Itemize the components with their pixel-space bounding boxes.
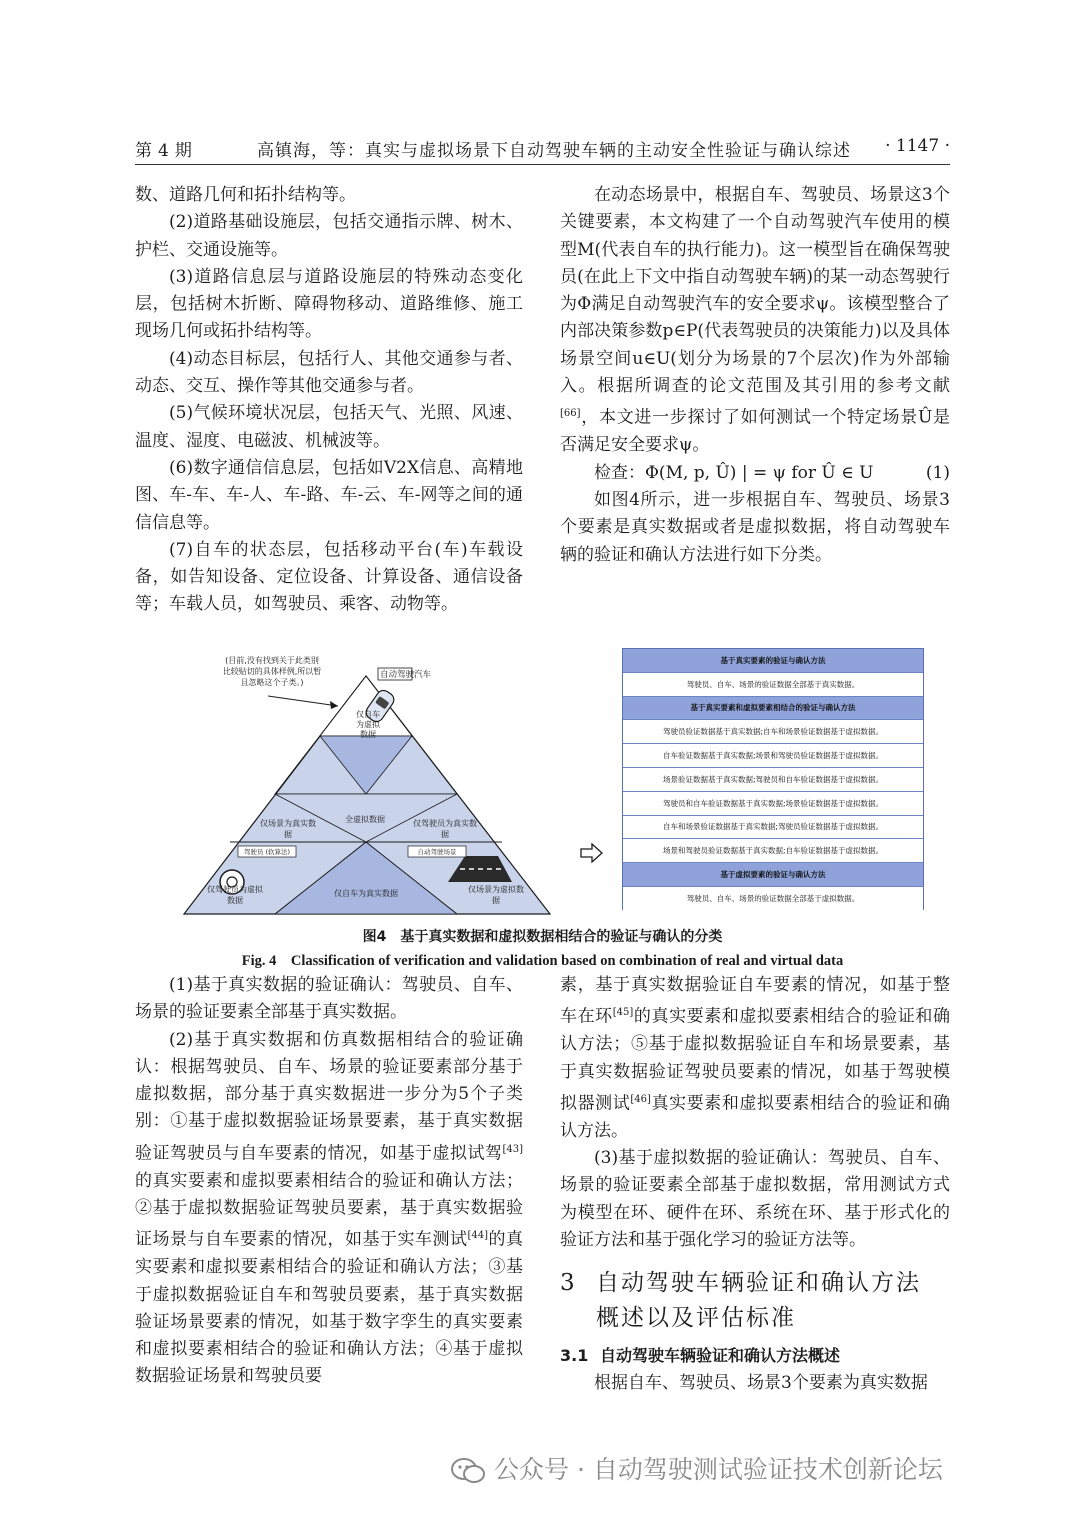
- table-row: 驾驶员、自车、场景的验证数据全部基于真实数据。: [623, 673, 923, 697]
- page-number: · 1147 ·: [885, 136, 950, 156]
- table-row: 驾驶员验证数据基于真实数据;自车和场景验证数据基于虚拟数据。: [623, 720, 923, 744]
- table-row: 驾驶员、自车、场景的验证数据全部基于虚拟数据。: [623, 887, 923, 910]
- label-bot-right: 仅场景为虚拟数据: [468, 885, 524, 905]
- paragraph: (4)动态目标层，包括行人、其他交通参与者、动态、交互、操作等其他交通参与者。: [135, 348, 523, 397]
- table-row: 自车验证数据基于真实数据;场景和驾驶员验证数据基于虚拟数据。: [623, 744, 923, 768]
- right-arrow-icon: [580, 843, 604, 863]
- citation: [66]: [560, 408, 581, 420]
- label-mid-center: 全虚拟数据: [345, 815, 385, 824]
- paragraph: (3)基于虚拟数据的验证确认：驾驶员、自车、场景的验证要素全部基于虚拟数据，常用测试方式为模型在环、硬件在环、系统在环、基于形式化的验证方法和基于强化学习的验证方法等。: [560, 1148, 950, 1250]
- table-header-row: 基于真实要素和虚拟要素相结合的验证与确认方法: [623, 697, 923, 721]
- label-bot-left: 仅驾驶员为虚拟数据: [207, 885, 263, 905]
- watermark: [450, 1450, 1050, 1486]
- paragraph: 数、道路几何和拓扑结构等。: [135, 185, 356, 205]
- header-rule: [135, 164, 950, 165]
- top-label: 自动驾驶汽车: [380, 670, 432, 680]
- left-column-top: [135, 182, 523, 619]
- label-mid-right: 仅驾驶员为真实数据: [413, 819, 477, 839]
- table-header-row: 基于虚拟要素的验证与确认方法: [623, 863, 923, 887]
- right-column-top: [560, 182, 950, 569]
- citation: [45]: [612, 1007, 634, 1019]
- right-column-bottom: [560, 972, 950, 1397]
- wechat-icon: [450, 1457, 486, 1485]
- citation: [46]: [630, 1093, 651, 1105]
- table-row: 场景验证数据基于真实数据;驾驶员和自车验证数据基于虚拟数据。: [623, 768, 923, 792]
- issue-number: 第4期: [135, 141, 198, 161]
- section-title-line2: 概述以及评估标准: [596, 1305, 796, 1332]
- equation-1: [560, 460, 950, 487]
- table-row: 自车和场景验证数据基于真实数据;驾驶员验证数据基于虚拟数据。: [623, 816, 923, 840]
- paragraph: 在动态场景中，根据自车、驾驶员、场景这3个关键要素，本文构建了一个自动驾驶汽车使用的模型M(代表自车的执行能力)。这一模型旨在确保驾驶员(在此上下文中指自动驾驶车辆)的某一动态驾驶行为Φ满足自动驾驶汽车的安全要求ψ。该模型整合了内部决策参数p∈P(代表驾驶员的决策能力)以及具体场景空间u∈U(划分为场景的7个层次)作为外部输入。根据所调查的论文范围及其引用的参考文献[66]，本文进一步探讨了如何测试一个特定场景Û是否满足安全要求ψ。: [560, 185, 950, 456]
- note-arrow: [268, 696, 338, 706]
- left-column-bottom: [135, 972, 523, 1391]
- section-title-line1: 自动驾驶车辆验证和确认方法: [596, 1270, 921, 1297]
- equation-number: (1): [925, 462, 950, 483]
- subsection-title: 自动驾驶车辆验证和确认方法概述: [600, 1346, 841, 1366]
- figure-caption-en: Fig. 4 Classification of verification and validation based on combination of real and virtual data: [241, 953, 844, 969]
- label-scene-badge: 自动驾驶场景: [417, 848, 457, 856]
- figure-note: (目前,没有找到关于此类别比较贴切的具体样例,所以暂且忽略这个子类。): [222, 656, 322, 687]
- label-top-inner: 仅自车为虚拟数据: [356, 710, 380, 739]
- subsection-heading: [560, 1342, 950, 1369]
- paragraph: (2)道路基础设施层，包括交通指示牌、树木、护栏、交通设施等。: [135, 212, 523, 260]
- running-header: [135, 134, 950, 162]
- label-driver-badge: 驾驶员 (软算法): [243, 848, 291, 856]
- table-row: 场景和驾驶员验证数据基于真实数据;自车验证数据基于虚拟数据。: [623, 839, 923, 863]
- header-title: 高镇海，等：真实与虚拟场景下自动驾驶车辆的主动安全性验证与确认综述: [257, 141, 851, 161]
- section-heading: [560, 1266, 950, 1336]
- classification-table: [622, 648, 924, 910]
- paragraph: 根据自车、驾驶员、场景3个要素为真实数据: [594, 1372, 928, 1393]
- label-bot-center: 仅自车为真实数据: [334, 889, 398, 898]
- paragraph: (3)道路信息层与道路设施层的特殊动态变化层，包括树木折断、障碍物移动、道路维修、施工现场几何或拓扑结构等。: [135, 266, 523, 342]
- paragraph: (5)气候环境状况层，包括天气、光照、风速、温度、湿度、电磁波、机械波等。: [135, 403, 523, 451]
- citation: [44]: [467, 1230, 489, 1242]
- watermark-text: 公众号 · 自动驾驶测试验证技术创新论坛: [494, 1455, 943, 1484]
- equation-text: 检查：Φ(M, p, Û) | = ψ for Û ∈ U: [594, 462, 874, 483]
- paragraph: (2)基于真实数据和仿真数据相结合的验证确认：根据驾驶员、自车、场景的验证要素部分基于虚拟数据，部分基于真实数据进一步分为5个子类别：①基于虚拟数据验证场景要素，基于真实数据验证驾驶员与自车要素的情况，如基于虚拟试驾[43]的真实要素和虚拟要素相结合的验证和确认方法；②基于虚拟数据验证驾驶员要素，基于真实数据验证场景与自车要素的情况，如基于实车测试[44]的真实要素和虚拟要素相结合的验证和确认方法；③基于虚拟数据验证自车和驾驶员要素，基于真实数据验证场景要素的情况，如基于数字孪生的真实要素和虚拟要素相结合的验证和确认方法；④基于虚拟数据验证场景和驾驶员要: [135, 1029, 524, 1387]
- label-mid-left: 仅场景为真实数据: [260, 819, 316, 839]
- section-number: 3: [560, 1270, 577, 1297]
- subsection-number: 3.1: [560, 1346, 589, 1366]
- citation: [43]: [502, 1143, 523, 1155]
- figure-caption-zh: 图4 基于真实数据和虚拟数据相结合的验证与确认的分类: [362, 929, 723, 945]
- paragraph: 素，基于真实数据验证自车要素的情况，如基于整车在环[45]的真实要素和虚拟要素相结合的验证和确认方法；⑤基于虚拟数据验证自车和场景要素，基于真实数据验证驾驶员要素的情况，如基于驾驶模拟器测试[46]真实要素和虚拟要素相结合的验证和确认方法。: [560, 975, 950, 1141]
- arrow-head: [330, 701, 338, 709]
- paragraph: (7)自车的状态层，包括移动平台(车)车载设备，如告知设备、定位设备、计算设备、通信设备等；车载人员，如驾驶员、乘客、动物等。: [135, 539, 523, 615]
- paragraph: (6)数字通信信息层，包括如V2X信息、高精地图、车-车、车-人、车-路、车-云、车-网等之间的通信信息等。: [135, 457, 523, 533]
- paragraph: (1)基于真实数据的验证确认：驾驶员、自车、场景的验证要素全部基于真实数据。: [135, 975, 523, 1023]
- paragraph: 如图4所示，进一步根据自车、驾驶员、场景3个要素是真实数据或者是虚拟数据，将自动驾驶车辆的验证和确认方法进行如下分类。: [560, 489, 950, 565]
- table-header-row: 基于真实要素的验证与确认方法: [623, 649, 923, 673]
- table-row: 驾驶员和自车验证数据基于真实数据;场景验证数据基于虚拟数据。: [623, 792, 923, 816]
